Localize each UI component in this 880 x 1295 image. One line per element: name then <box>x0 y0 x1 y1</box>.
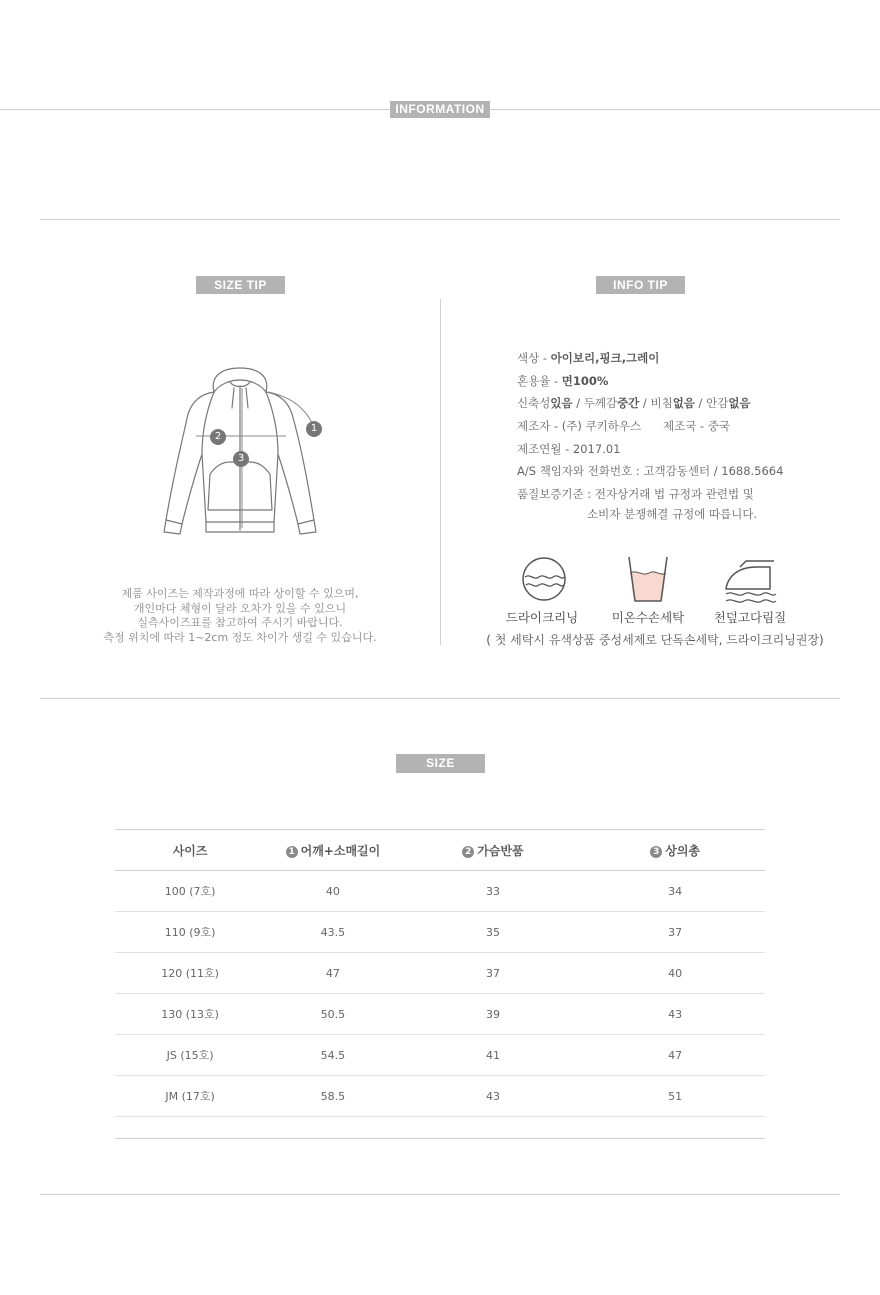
table-row <box>115 1076 765 1117</box>
shoulder-sleeve-cell: 43.5 <box>265 912 400 953</box>
size-cell: JS (15호) <box>115 1035 265 1076</box>
shoulder-sleeve-cell: 58.5 <box>265 1076 400 1117</box>
shoulder-sleeve-cell: 40 <box>265 871 400 912</box>
care-label-iron: 천덮고다림질 <box>713 610 787 625</box>
section-divider-2 <box>40 698 840 699</box>
number-3-icon: 3 <box>650 846 662 858</box>
marker-2: 2 <box>210 429 226 445</box>
size-tip-note: 개인마다 체형이 달라 오차가 있을 수 있으니 <box>133 601 347 615</box>
care-label-hand-wash: 미온수손세탁 <box>611 610 685 625</box>
thickness-value: 중간 <box>617 396 640 410</box>
size-table <box>115 829 765 1117</box>
table-bottom-line <box>115 1138 765 1139</box>
marker-3: 3 <box>233 451 249 467</box>
length-cell: 40 <box>585 953 765 994</box>
color-label: 색상 - <box>517 351 551 365</box>
size-cell: 100 (7호) <box>115 871 265 912</box>
color-value: 아이보리,핑크,그레이 <box>550 351 660 365</box>
table-row <box>115 912 765 953</box>
blend-label: 혼용율 - <box>517 374 562 388</box>
table-row <box>115 994 765 1035</box>
size-cell: JM (17호) <box>115 1076 265 1117</box>
sheer-value: 없음 <box>672 396 695 410</box>
date-line: 제조연월 - 2017.01 <box>517 442 621 456</box>
care-label-dry-clean: 드라이크리닝 <box>505 610 579 625</box>
header-shoulder-sleeve-label: 어깨+소매길이 <box>300 843 381 858</box>
shoulder-sleeve-cell: 54.5 <box>265 1035 400 1076</box>
blend-line <box>517 373 608 389</box>
care-note: ( 첫 세탁시 유색상품 중성세제로 단독손세탁, 드라이크리닝권장) <box>486 633 824 647</box>
table-row <box>115 953 765 994</box>
chest-cell: 35 <box>401 912 586 953</box>
column-divider <box>440 299 441 645</box>
size-tip-note: 제품 사이즈는 제작과정에 따라 상이할 수 있으며, <box>121 587 359 600</box>
thickness-label: / 두께감 <box>572 396 618 410</box>
size-table-header <box>115 830 765 871</box>
table-row <box>115 871 765 912</box>
maker-line: 제조자 - (주) 쿠키하우스 제조국 - 중국 <box>517 419 731 433</box>
shoulder-sleeve-cell: 47 <box>265 953 400 994</box>
length-cell: 34 <box>585 871 765 912</box>
lining-value: 없음 <box>728 396 751 410</box>
header-length-label: 상의총 <box>665 843 701 858</box>
stretch-value: 있음 <box>550 396 573 410</box>
section-divider-1 <box>40 219 840 220</box>
size-cell: 110 (9호) <box>115 912 265 953</box>
size-tip-label: SIZE TIP <box>196 276 285 294</box>
length-cell: 51 <box>585 1076 765 1117</box>
chest-cell: 39 <box>401 994 586 1035</box>
lining-label: / 안감 <box>694 396 729 410</box>
fabric-line <box>517 395 751 411</box>
length-cell: 37 <box>585 912 765 953</box>
chest-cell: 33 <box>401 871 586 912</box>
chest-cell: 43 <box>401 1076 586 1117</box>
number-1-icon: 1 <box>286 846 298 858</box>
header-chest-label: 가슴반품 <box>477 843 524 858</box>
chest-cell: 37 <box>401 953 586 994</box>
header-size: 사이즈 <box>115 830 265 871</box>
quality-line-2: 소비자 분쟁해결 규정에 따릅니다. <box>587 507 758 521</box>
length-cell: 43 <box>585 994 765 1035</box>
size-tip-note: 측정 위치에 따라 1~2cm 정도 차이가 생길 수 있습니다. <box>103 630 377 644</box>
chest-cell: 41 <box>401 1035 586 1076</box>
header-shoulder-sleeve <box>265 830 400 871</box>
header-length <box>585 830 765 871</box>
bottom-divider <box>40 1194 840 1195</box>
color-line <box>517 350 659 366</box>
shoulder-sleeve-cell: 50.5 <box>265 994 400 1035</box>
as-line: A/S 책임자와 전화번호 : 고객감동센터 / 1688.5664 <box>517 464 784 478</box>
quality-line-1: 품질보증기준 : 전자상거래 법 규정과 관련법 및 <box>517 487 754 501</box>
size-cell: 130 (13호) <box>115 994 265 1035</box>
header-chest <box>401 830 586 871</box>
info-tip-label: INFO TIP <box>596 276 685 294</box>
information-label: INFORMATION <box>390 101 490 118</box>
size-tip-note: 실측사이즈표를 참고하여 주시기 바랍니다. <box>137 616 343 629</box>
sheer-label: / 비침 <box>639 396 673 410</box>
size-cell: 120 (11호) <box>115 953 265 994</box>
marker-1: 1 <box>306 421 322 437</box>
table-row <box>115 1035 765 1076</box>
size-label: SIZE <box>396 754 485 773</box>
stretch-label: 신축성 <box>517 396 551 410</box>
dry-clean-icon <box>520 556 568 602</box>
hand-wash-icon <box>627 555 669 603</box>
size-tip-notes <box>60 587 420 645</box>
blend-value: 면100% <box>561 374 609 388</box>
number-2-icon: 2 <box>462 846 474 858</box>
length-cell: 47 <box>585 1035 765 1076</box>
iron-icon <box>722 559 778 605</box>
